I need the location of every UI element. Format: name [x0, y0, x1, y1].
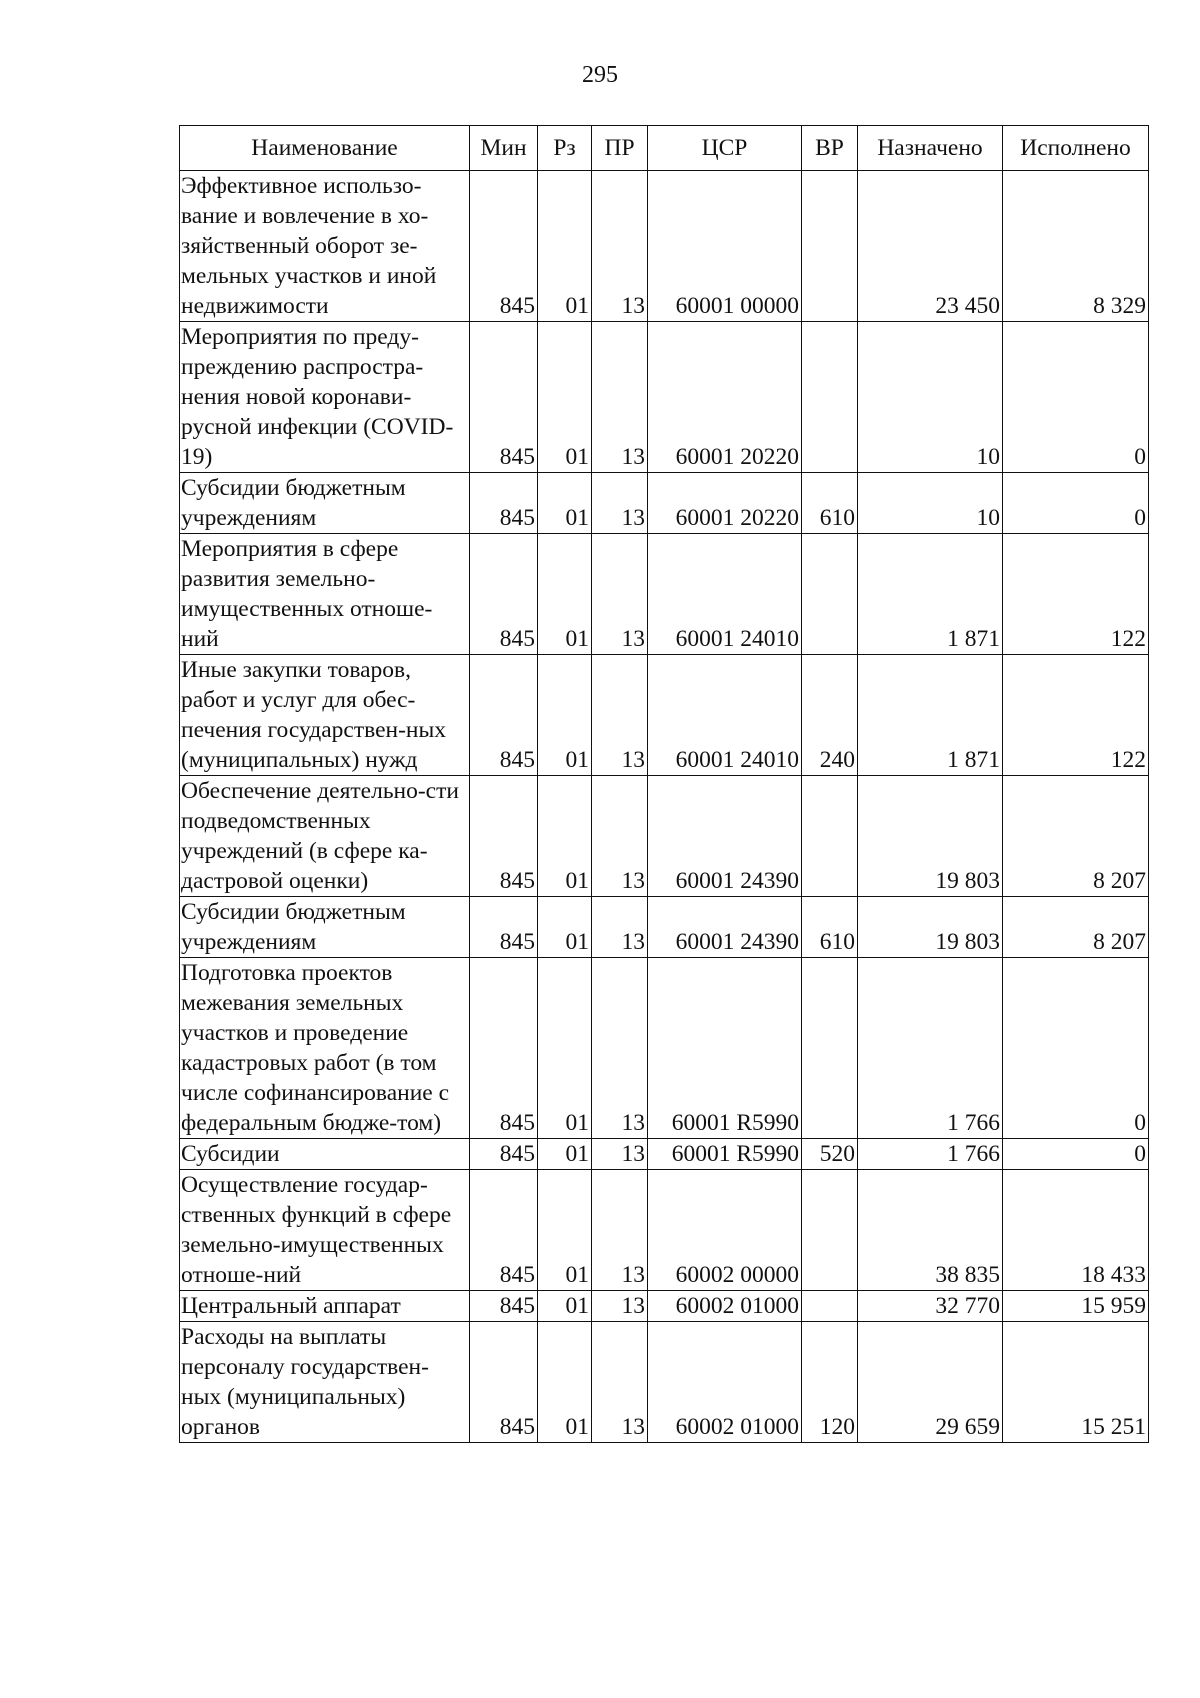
row-csr: 60002 01000 — [648, 1291, 802, 1322]
row-assigned: 32 770 — [858, 1291, 1003, 1322]
table-row — [180, 1170, 1149, 1291]
row-name: Субсидии бюджетным учреждениям — [180, 473, 470, 534]
row-name: Субсидии — [180, 1139, 470, 1170]
row-rz: 01 — [538, 655, 592, 776]
table-row — [180, 655, 1149, 776]
table-row — [180, 776, 1149, 897]
row-assigned: 38 835 — [858, 1170, 1003, 1291]
row-min: 845 — [470, 1139, 538, 1170]
row-pr: 13 — [592, 1291, 648, 1322]
row-rz: 01 — [538, 1170, 592, 1291]
row-vr: 520 — [802, 1139, 858, 1170]
row-name: Центральный аппарат — [180, 1291, 470, 1322]
header-assigned: Назначено — [858, 126, 1003, 171]
row-executed: 8 207 — [1003, 897, 1149, 958]
row-csr: 60002 01000 — [648, 1322, 802, 1443]
row-csr: 60001 24010 — [648, 534, 802, 655]
row-rz: 01 — [538, 473, 592, 534]
row-vr — [802, 1170, 858, 1291]
row-assigned: 10 — [858, 473, 1003, 534]
row-pr: 13 — [592, 1322, 648, 1443]
row-pr: 13 — [592, 322, 648, 473]
row-executed: 15 959 — [1003, 1291, 1149, 1322]
row-vr — [802, 534, 858, 655]
row-name: Обеспечение деятельно-сти подведомственных учреждений (в сфере ка-дастровой оценки) — [180, 776, 470, 897]
row-vr — [802, 776, 858, 897]
table-row — [180, 534, 1149, 655]
row-name: Подготовка проектов межевания земельных участков и проведение кадастровых работ (в том числе софинансирование с федеральным бюдже-том) — [180, 958, 470, 1139]
row-pr: 13 — [592, 171, 648, 322]
row-rz: 01 — [538, 534, 592, 655]
row-pr: 13 — [592, 534, 648, 655]
row-rz: 01 — [538, 1291, 592, 1322]
header-name: Наименование — [180, 126, 470, 171]
row-executed: 8 329 — [1003, 171, 1149, 322]
row-pr: 13 — [592, 473, 648, 534]
table-row — [180, 897, 1149, 958]
row-rz: 01 — [538, 322, 592, 473]
header-csr: ЦСР — [648, 126, 802, 171]
row-assigned: 10 — [858, 322, 1003, 473]
row-name: Эффективное использо-вание и вовлечение в хо-зяйственный оборот зе-мельных участков и иной недвижимости — [180, 171, 470, 322]
row-min: 845 — [470, 1170, 538, 1291]
row-csr: 60002 00000 — [648, 1170, 802, 1291]
table-row — [180, 1322, 1149, 1443]
row-assigned: 23 450 — [858, 171, 1003, 322]
row-csr: 60001 24390 — [648, 776, 802, 897]
row-csr: 60001 24390 — [648, 897, 802, 958]
row-rz: 01 — [538, 776, 592, 897]
row-rz: 01 — [538, 171, 592, 322]
row-vr — [802, 322, 858, 473]
table-row — [180, 322, 1149, 473]
row-assigned: 19 803 — [858, 776, 1003, 897]
table-row — [180, 473, 1149, 534]
row-pr: 13 — [592, 897, 648, 958]
table-row — [180, 1291, 1149, 1322]
header-rz: Рз — [538, 126, 592, 171]
row-csr: 60001 20220 — [648, 473, 802, 534]
table-header-row — [180, 126, 1149, 171]
row-min: 845 — [470, 322, 538, 473]
row-assigned: 29 659 — [858, 1322, 1003, 1443]
budget-table — [179, 125, 1149, 1443]
row-vr: 610 — [802, 897, 858, 958]
header-executed: Исполнено — [1003, 126, 1149, 171]
row-csr: 60001 20220 — [648, 322, 802, 473]
page-number: 295 — [582, 62, 618, 88]
row-assigned: 1 766 — [858, 1139, 1003, 1170]
row-name: Расходы на выплаты персоналу государствен-ных (муниципальных) органов — [180, 1322, 470, 1443]
row-min: 845 — [470, 1291, 538, 1322]
header-vr: ВР — [802, 126, 858, 171]
table-row — [180, 1139, 1149, 1170]
row-executed: 8 207 — [1003, 776, 1149, 897]
table-row — [180, 171, 1149, 322]
row-name: Осуществление государ-ственных функций в сфере земельно-имущественных отноше-ний — [180, 1170, 470, 1291]
row-pr: 13 — [592, 776, 648, 897]
row-min: 845 — [470, 171, 538, 322]
table-row — [180, 958, 1149, 1139]
row-executed: 0 — [1003, 1139, 1149, 1170]
row-executed: 15 251 — [1003, 1322, 1149, 1443]
row-vr: 240 — [802, 655, 858, 776]
row-csr: 60001 R5990 — [648, 958, 802, 1139]
row-assigned: 1 766 — [858, 958, 1003, 1139]
row-csr: 60001 24010 — [648, 655, 802, 776]
row-executed: 0 — [1003, 322, 1149, 473]
row-name: Мероприятия в сфере развития земельно-имущественных отноше-ний — [180, 534, 470, 655]
row-pr: 13 — [592, 1170, 648, 1291]
row-executed: 122 — [1003, 534, 1149, 655]
row-vr — [802, 958, 858, 1139]
row-min: 845 — [470, 958, 538, 1139]
header-min: Мин — [470, 126, 538, 171]
row-executed: 18 433 — [1003, 1170, 1149, 1291]
row-executed: 122 — [1003, 655, 1149, 776]
row-vr — [802, 171, 858, 322]
row-min: 845 — [470, 534, 538, 655]
row-pr: 13 — [592, 655, 648, 776]
row-vr: 120 — [802, 1322, 858, 1443]
row-rz: 01 — [538, 958, 592, 1139]
row-assigned: 1 871 — [858, 534, 1003, 655]
row-rz: 01 — [538, 1139, 592, 1170]
row-vr — [802, 1291, 858, 1322]
row-csr: 60001 R5990 — [648, 1139, 802, 1170]
row-rz: 01 — [538, 897, 592, 958]
row-min: 845 — [470, 1322, 538, 1443]
row-pr: 13 — [592, 958, 648, 1139]
row-vr: 610 — [802, 473, 858, 534]
row-rz: 01 — [538, 1322, 592, 1443]
row-assigned: 19 803 — [858, 897, 1003, 958]
row-assigned: 1 871 — [858, 655, 1003, 776]
row-executed: 0 — [1003, 958, 1149, 1139]
row-name: Иные закупки товаров, работ и услуг для обес-печения государствен-ных (муниципальных) нужд — [180, 655, 470, 776]
row-csr: 60001 00000 — [648, 171, 802, 322]
row-pr: 13 — [592, 1139, 648, 1170]
row-min: 845 — [470, 655, 538, 776]
row-executed: 0 — [1003, 473, 1149, 534]
header-pr: ПР — [592, 126, 648, 171]
row-name: Субсидии бюджетным учреждениям — [180, 897, 470, 958]
row-min: 845 — [470, 776, 538, 897]
row-min: 845 — [470, 897, 538, 958]
row-min: 845 — [470, 473, 538, 534]
row-name: Мероприятия по преду-преждению распростра-нения новой коронави-русной инфекции (COVID-19) — [180, 322, 470, 473]
